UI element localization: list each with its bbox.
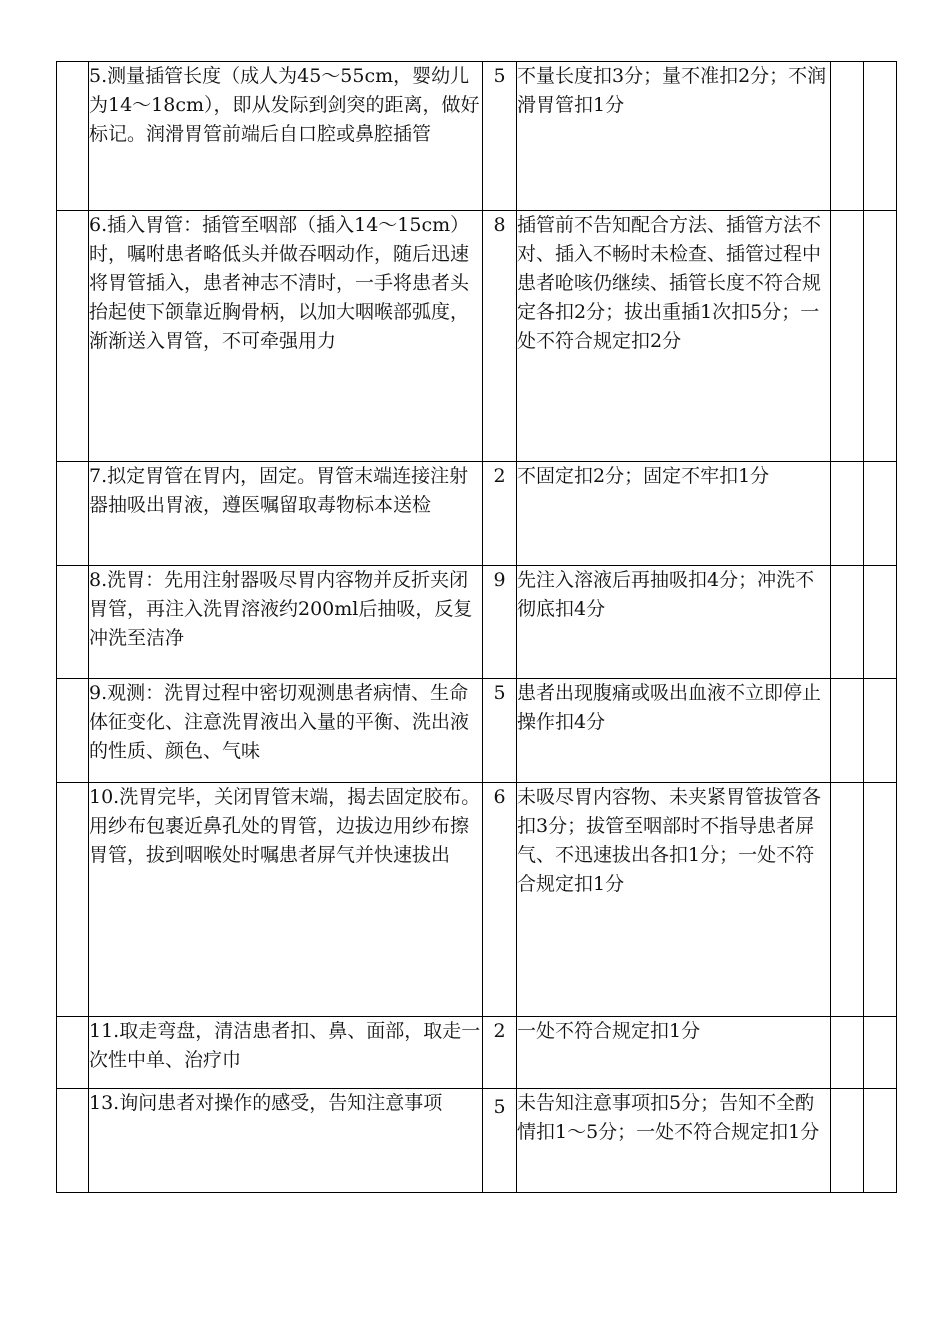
- criteria-cell: 未告知注意事项扣5分；告知不全酌情扣1～5分；一处不符合规定扣1分: [517, 1089, 831, 1193]
- criteria-cell: 插管前不告知配合方法、插管方法不对、插入不畅时未检查、插管过程中患者呛咳仍继续、插管长度不符合规定各扣2分；拔出重插1次扣5分；一处不符合规定扣2分: [517, 211, 831, 462]
- step-cell: 9.观测：洗胃过程中密切观测患者病情、生命体征变化、注意洗胃液出入量的平衡、洗出液的性质、颜色、气味: [89, 679, 483, 783]
- remarks-cell: [864, 679, 897, 783]
- category-cell: [57, 783, 89, 1017]
- table-row: [57, 1089, 897, 1193]
- remarks-cell: [864, 462, 897, 566]
- category-cell: [57, 1017, 89, 1089]
- step-cell: 7.拟定胃管在胃内，固定。胃管末端连接注射器抽吸出胃液，遵医嘱留取毒物标本送检: [89, 462, 483, 566]
- category-cell: [57, 566, 89, 679]
- score-cell: 5: [483, 679, 517, 783]
- score-cell: 8: [483, 211, 517, 462]
- deduction-cell: [831, 62, 864, 211]
- scoring-table: [56, 61, 897, 1193]
- score-cell: 2: [483, 462, 517, 566]
- step-cell: 11.取走弯盘，清洁患者扣、鼻、面部，取走一次性中单、治疗巾: [89, 1017, 483, 1089]
- step-cell: 8.洗胃：先用注射器吸尽胃内容物并反折夹闭胃管，再注入洗胃溶液约200ml后抽吸，反复冲洗至洁净: [89, 566, 483, 679]
- score-cell: 5: [483, 1089, 517, 1193]
- step-cell: 5.测量插管长度（成人为45～55cm，婴幼儿为14～18cm），即从发际到剑突的距离，做好标记。润滑胃管前端后自口腔或鼻腔插管: [89, 62, 483, 211]
- step-cell: 13.询问患者对操作的感受，告知注意事项: [89, 1089, 483, 1193]
- category-cell: [57, 62, 89, 211]
- step-cell: 10.洗胃完毕，关闭胃管末端，揭去固定胶布。用纱布包裹近鼻孔处的胃管，边拔边用纱布擦胃管，拔到咽喉处时嘱患者屏气并快速拔出: [89, 783, 483, 1017]
- category-cell: [57, 679, 89, 783]
- category-cell: [57, 462, 89, 566]
- remarks-cell: [864, 1089, 897, 1193]
- criteria-cell: 不固定扣2分；固定不牢扣1分: [517, 462, 831, 566]
- deduction-cell: [831, 1089, 864, 1193]
- remarks-cell: [864, 783, 897, 1017]
- step-cell: 6.插入胃管：插管至咽部（插入14～15cm）时，嘱咐患者略低头并做吞咽动作，随后迅速将胃管插入，患者神志不清时，一手将患者头抬起使下颌靠近胸骨柄，以加大咽喉部弧度，渐渐送入胃管，不可牵强用力: [89, 211, 483, 462]
- table-row: [57, 566, 897, 679]
- deduction-cell: [831, 211, 864, 462]
- score-cell: 9: [483, 566, 517, 679]
- deduction-cell: [831, 679, 864, 783]
- deduction-cell: [831, 566, 864, 679]
- table-row: [57, 679, 897, 783]
- criteria-cell: 不量长度扣3分；量不准扣2分；不润滑胃管扣1分: [517, 62, 831, 211]
- criteria-cell: 患者出现腹痛或吸出血液不立即停止操作扣4分: [517, 679, 831, 783]
- score-cell: 6: [483, 783, 517, 1017]
- remarks-cell: [864, 566, 897, 679]
- deduction-cell: [831, 462, 864, 566]
- deduction-cell: [831, 1017, 864, 1089]
- category-cell: [57, 211, 89, 462]
- remarks-cell: [864, 62, 897, 211]
- criteria-cell: 未吸尽胃内容物、未夹紧胃管拔管各扣3分；拔管至咽部时不指导患者屏气、不迅速拔出各扣1分；一处不符合规定扣1分: [517, 783, 831, 1017]
- criteria-cell: 先注入溶液后再抽吸扣4分；冲洗不彻底扣4分: [517, 566, 831, 679]
- score-cell: 5: [483, 62, 517, 211]
- table-row: [57, 1017, 897, 1089]
- score-cell: 2: [483, 1017, 517, 1089]
- category-cell: [57, 1089, 89, 1193]
- table-row: [57, 62, 897, 211]
- remarks-cell: [864, 211, 897, 462]
- deduction-cell: [831, 783, 864, 1017]
- table-row: [57, 211, 897, 462]
- remarks-cell: [864, 1017, 897, 1089]
- criteria-cell: 一处不符合规定扣1分: [517, 1017, 831, 1089]
- table-row: [57, 462, 897, 566]
- table-row: [57, 783, 897, 1017]
